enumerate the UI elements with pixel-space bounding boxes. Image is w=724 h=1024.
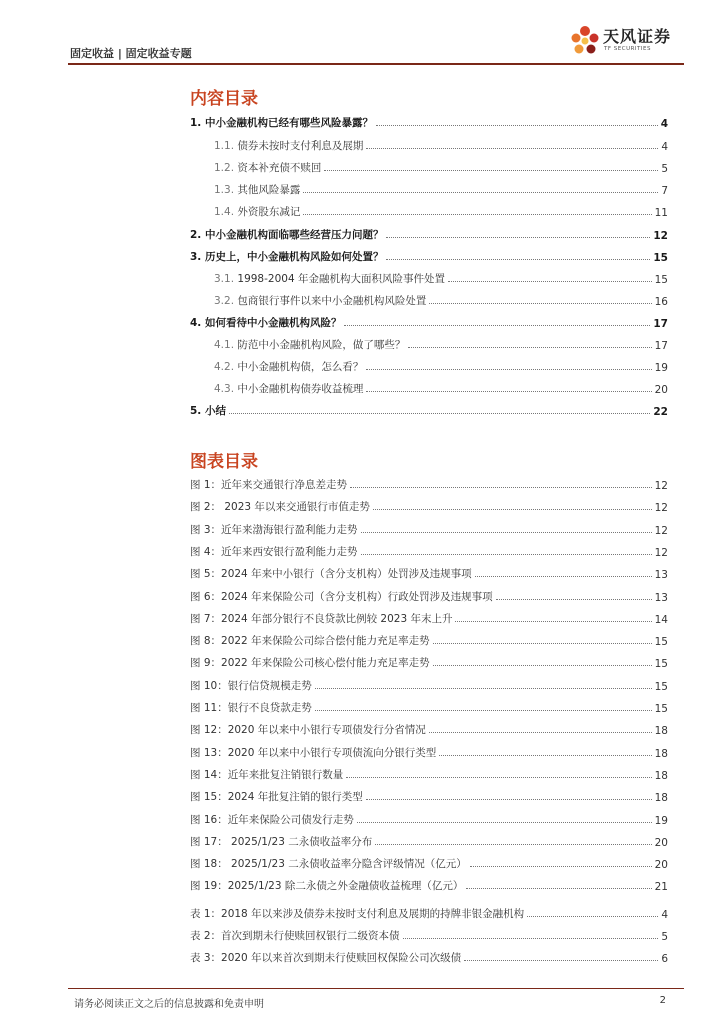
entry-number: 3.2. [214, 295, 235, 307]
entry-page: 12 [654, 480, 668, 492]
dot-leader [373, 509, 652, 510]
entry-page: 4 [661, 909, 668, 921]
entry-page: 18 [654, 725, 668, 738]
entry-page: 5 [661, 931, 668, 943]
logo-name-en: TF SECURITIES [604, 46, 651, 52]
figure-list-item[interactable] [190, 875, 668, 893]
entry-label [214, 182, 300, 197]
toc-section-item[interactable] [214, 268, 668, 286]
toc-section-item[interactable] [214, 290, 668, 308]
entry-number: 4.2. [214, 361, 235, 373]
figure-list-item[interactable] [190, 586, 668, 604]
toc-section-item[interactable] [214, 356, 668, 374]
entry-page: 12 [654, 546, 668, 559]
entry-page: 19 [654, 814, 668, 827]
entry-page: 5 [661, 163, 668, 175]
entry-page: 15 [654, 658, 668, 671]
footer-disclaimer: 请务必阅读正文之后的信息披露和免责申明 [74, 999, 264, 1010]
entry-page: 20 [654, 859, 668, 872]
entry-label [214, 204, 300, 219]
figure-list-item[interactable] [190, 675, 668, 693]
entry-number: 1.3. [214, 184, 235, 196]
dot-leader [366, 369, 651, 370]
entry-text: 包商银行事件以来中小金融机构风险处置 [237, 295, 427, 307]
figure-list-item[interactable] [190, 809, 668, 827]
entry-text: 防范中小金融机构风险，做了哪些？ [237, 339, 406, 351]
dot-leader [439, 755, 651, 756]
entry-label: 表 3：2020 年以来首次到期未行使赎回权保险公司次级债 [190, 952, 462, 964]
entry-number: 1.2. [214, 162, 235, 174]
entry-label: 图 13：2020 年以来中小银行专项债流向分银行类型 [190, 746, 437, 759]
entry-page: 15 [654, 680, 668, 693]
dot-leader [315, 688, 652, 689]
entry-page: 12 [654, 524, 668, 537]
entry-number: 3.1. [214, 273, 235, 285]
entry-page: 4 [660, 118, 668, 130]
entry-label: 图 19：2025/1/23 除二永债之外金融债收益梳理（亿元） [190, 880, 464, 893]
toc-chapter-item[interactable] [190, 312, 668, 330]
entry-page: 14 [654, 613, 668, 626]
entry-page: 15 [654, 274, 668, 286]
company-logo [568, 22, 678, 62]
entry-page: 15 [654, 703, 668, 715]
dot-leader [433, 643, 652, 644]
entry-page: 4 [661, 141, 668, 153]
dot-leader [448, 281, 652, 282]
page-number: 2 [659, 995, 666, 1006]
toc-section-item[interactable] [214, 135, 668, 153]
entry-label: 图 12：2020 年以来中小银行专项债发行分省情况 [190, 724, 426, 737]
entry-page: 15 [653, 252, 668, 264]
entry-text: 资本补充债不赎回 [237, 162, 322, 174]
dot-leader [366, 391, 651, 392]
dot-leader [357, 822, 652, 823]
entry-label [214, 293, 426, 308]
entry-text: 1998-2004 年金融机构大面积风险事件处置 [237, 273, 445, 285]
entry-label: 5. 小结 [190, 405, 226, 417]
entry-label [214, 381, 363, 396]
entry-label: 4. 如何看待中小金融机构风险？ [190, 317, 342, 329]
dot-leader [361, 554, 652, 555]
dot-leader [433, 665, 652, 666]
toc-chapter-item[interactable] [190, 112, 668, 130]
figure-list-item[interactable] [190, 541, 668, 559]
entry-label: 2. 中小金融机构面临哪些经营压力问题？ [190, 229, 384, 241]
entry-label: 图 15：2024 年批复注销的银行类型 [190, 791, 363, 804]
entry-label [214, 359, 363, 374]
entry-label: 图 16：近年来保险公司债发行走势 [190, 813, 354, 826]
logo-name-cn: 天风证券 [603, 27, 672, 46]
table-list-item[interactable] [190, 947, 668, 965]
entry-label: 表 1：2018 年以来涉及债券未按时支付利息及展期的持牌非银金融机构 [190, 908, 525, 920]
toc-chapter-item[interactable] [190, 400, 668, 418]
entry-page: 7 [661, 185, 668, 197]
figure-list-item[interactable] [190, 853, 668, 871]
dot-leader [455, 621, 651, 622]
dot-leader [229, 413, 650, 414]
figure-list-item[interactable] [190, 764, 668, 782]
dot-leader [303, 214, 651, 215]
figure-list-item[interactable] [190, 496, 668, 514]
dot-leader [315, 710, 652, 711]
dot-leader [303, 192, 658, 193]
entry-text: 其他风险暴露 [237, 184, 301, 196]
dot-leader [386, 259, 650, 260]
entry-text: 中小金融机构债券收益梳理 [237, 383, 364, 395]
dot-leader [344, 325, 650, 326]
entry-number: 1.4. [214, 206, 235, 218]
figure-list-item[interactable] [190, 652, 668, 670]
figure-list-item[interactable] [190, 630, 668, 648]
entry-number: 4.3. [214, 383, 235, 395]
toc-chapter-item[interactable] [190, 224, 668, 242]
dot-leader [527, 916, 658, 917]
entry-page: 13 [654, 569, 668, 582]
figure-list-item[interactable] [190, 786, 668, 804]
entry-number: 4.1. [214, 339, 235, 351]
dot-leader [386, 237, 650, 238]
toc-title: 内容目录 [190, 89, 258, 109]
entry-label: 图 4：近年来西安银行盈利能力走势 [190, 545, 358, 558]
entry-label: 图 2： 2023 年以来交通银行市值走势 [190, 501, 370, 514]
figure-list-item[interactable] [190, 719, 668, 737]
entry-label: 图 9：2022 年来保险公司核心偿付能力充足率走势 [190, 657, 430, 670]
dot-leader [466, 888, 651, 889]
entry-page: 20 [654, 384, 668, 396]
entry-label: 1. 中小金融机构已经有哪些风险暴露？ [190, 117, 373, 129]
toc-section-item[interactable] [214, 334, 668, 352]
dot-leader [346, 777, 651, 778]
dot-leader [464, 960, 658, 961]
figure-list-item[interactable] [190, 742, 668, 760]
entry-label [214, 138, 363, 153]
entry-label: 图 17： 2025/1/23 二永债收益率分布 [190, 835, 373, 848]
entry-page: 16 [654, 296, 668, 308]
entry-page: 18 [654, 792, 668, 805]
dot-leader [350, 487, 652, 488]
toc-section-item[interactable] [214, 157, 668, 175]
entry-text: 外资股东减记 [237, 206, 301, 218]
entry-page: 12 [653, 230, 668, 242]
entry-label: 图 11：银行不良贷款走势 [190, 702, 312, 714]
entry-page: 18 [654, 747, 668, 760]
entry-label: 图 10：银行信贷规模走势 [190, 679, 312, 692]
entry-page: 17 [653, 318, 668, 330]
figure-list-item[interactable] [190, 831, 668, 849]
entry-page: 15 [654, 636, 668, 649]
entry-label [214, 160, 321, 175]
dot-leader [366, 148, 658, 149]
entry-page: 11 [654, 207, 668, 219]
dot-leader [429, 303, 651, 304]
entry-label: 图 8：2022 年来保险公司综合偿付能力充足率走势 [190, 635, 430, 648]
entry-page: 12 [654, 502, 668, 515]
dot-leader [429, 732, 652, 733]
figure-list-item[interactable] [190, 474, 668, 492]
dot-leader [403, 938, 659, 939]
dot-leader [375, 844, 651, 845]
entry-label: 图 1：近年来交通银行净息差走势 [190, 479, 348, 491]
entry-label: 图 6：2024 年来保险公司（含分支机构）行政处罚涉及违规事项 [190, 590, 493, 603]
toc-section-item[interactable] [214, 378, 668, 396]
dot-leader [376, 125, 658, 126]
figure-list-item[interactable] [190, 697, 668, 715]
entry-page: 13 [654, 591, 668, 604]
entry-label [214, 337, 405, 352]
dot-leader [408, 347, 651, 348]
entry-page: 19 [654, 362, 668, 374]
dot-leader [366, 799, 652, 800]
dot-leader [496, 599, 652, 600]
header-section: 固定收益 | 固定收益专题 [70, 47, 192, 60]
entry-text: 中小金融机构债，怎么看？ [237, 361, 364, 373]
table-list-item[interactable] [190, 903, 668, 921]
dot-leader [470, 866, 652, 867]
figure-list-item[interactable] [190, 519, 668, 537]
entry-label [214, 271, 445, 286]
toc-section-item[interactable] [214, 201, 668, 219]
entry-label: 图 5：2024 年来中小银行（含分支机构）处罚涉及违规事项 [190, 568, 472, 581]
entry-page: 22 [653, 406, 668, 418]
entry-label: 表 2：首次到期未行使赎回权银行二级资本债 [190, 930, 400, 942]
footer-divider [68, 988, 684, 989]
entry-page: 20 [654, 836, 668, 849]
entry-page: 17 [654, 340, 668, 352]
header-divider [68, 63, 684, 65]
dot-leader [324, 170, 658, 171]
entry-label: 图 18： 2025/1/23 二永债收益率分隐含评级情况（亿元） [190, 858, 467, 871]
entry-label: 图 14：近年来批复注销银行数量 [190, 768, 344, 781]
toc-chapter-item[interactable] [190, 246, 668, 264]
entry-number: 1.1. [214, 140, 235, 152]
dot-leader [475, 576, 652, 577]
entry-page: 18 [654, 769, 668, 782]
figure-list-item[interactable] [190, 563, 668, 581]
entry-page: 6 [661, 953, 668, 965]
entry-label: 图 7：2024 年部分银行不良贷款比例较 2023 年末上升 [190, 612, 453, 625]
figures-title: 图表目录 [190, 452, 258, 472]
entry-page: 21 [654, 881, 668, 894]
entry-label: 图 3：近年来渤海银行盈利能力走势 [190, 523, 358, 536]
entry-text: 债券未按时支付利息及展期 [237, 140, 364, 152]
figure-list-item[interactable] [190, 608, 668, 626]
entry-label: 3. 历史上，中小金融机构风险如何处置？ [190, 251, 384, 263]
table-list-item[interactable] [190, 925, 668, 943]
toc-section-item[interactable] [214, 179, 668, 197]
logo-flower-icon [568, 22, 602, 60]
dot-leader [361, 532, 652, 533]
